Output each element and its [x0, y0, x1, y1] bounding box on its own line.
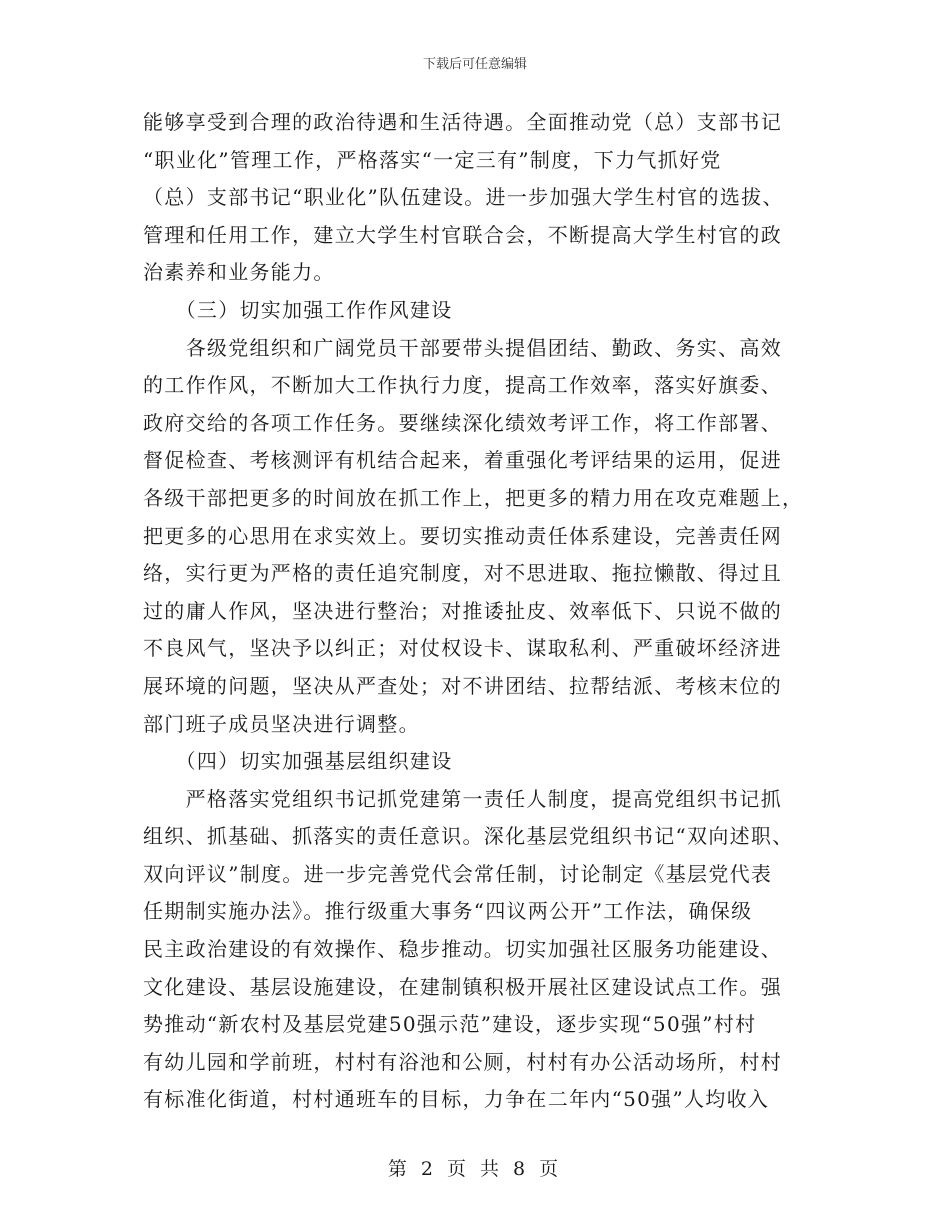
text-line: 能够享受到合理的政治待遇和生活待遇。全面推动党（总）支部书记	[143, 110, 782, 134]
text-line: （总）支部书记“职业化”队伍建设。进一步加强大学生村官的选拔、	[143, 185, 784, 210]
text-line: 把更多的心思用在求实效上。要切实推动责任体系建设，完善责任网	[143, 523, 782, 548]
text-line: 过的庸人作风，坚决进行整治；对推诿扯皮、效率低下、只说不做的	[143, 598, 782, 623]
text-line: 政府交给的各项工作任务。要继续深化绩效考评工作，将工作部署、	[143, 410, 782, 435]
text-line: 严格落实党组织书记抓党建第一责任人制度，提高党组织书记抓	[143, 786, 782, 811]
text-line: 各级党组织和广阔党员干部要带头提倡团结、勤政、务实、高效	[143, 335, 782, 360]
text-line: 管理和任用工作，建立大学生村官联合会，不断提高大学生村官的政	[143, 222, 782, 247]
text-line: 不良风气，坚决予以纠正；对仗权设卡、谋取私利、严重破坏经济进	[143, 636, 782, 661]
text-line: 有标准化街道，村村通班车的目标，力争在二年内“50强”人均收入	[143, 1087, 770, 1112]
page-header: 下载后可任意编辑	[422, 57, 527, 72]
section-heading: （三）切实加强工作作风建设	[143, 297, 453, 322]
body-text	[143, 104, 809, 1119]
text-line: 组织、抓基础、抓落实的责任意识。深化基层党组织书记“双向述职、	[143, 824, 794, 849]
text-line: “职业化”管理工作，严格落实“一定三有”制度，下力气抓好党	[143, 147, 722, 172]
text-line: 各级干部把更多的时间放在抓工作上，把更多的精力用在攻克难题上，	[143, 485, 804, 510]
text-line: 督促检查、考核测评有机结合起来，着重强化考评结果的运用，促进	[143, 448, 782, 473]
text-line: 民主政治建设的有效操作、稳步推动。切实加强社区服务功能建设、	[143, 937, 782, 962]
text-line: 任期制实施办法》。推行级重大事务“四议两公开”工作法，确保级	[143, 899, 753, 924]
text-line: 展环境的问题，坚决从严查处；对不讲团结、拉帮结派、考核末位的	[143, 673, 782, 698]
text-line: 双向评议”制度。进一步完善党代会常任制，讨论制定《基层党代表	[143, 861, 773, 886]
page-number: 第 2 页 共 8 页	[387, 1158, 563, 1180]
text-line: 有幼儿园和学前班，村村有浴池和公厕，村村有办公活动场所，村村	[143, 1049, 782, 1074]
text-line: 的工作作风，不断加大工作执行力度，提高工作效率，落实好旗委、	[143, 373, 782, 398]
text-line: 势推动“新农村及基层党建50强示范”建设，逐步实现“50强”村村	[143, 1012, 757, 1037]
text-line: 治素养和业务能力。	[143, 260, 335, 285]
section-heading: （四）切实加强基层组织建设	[143, 749, 453, 774]
text-line: 络，实行更为严格的责任追究制度，对不思进取、拖拉懒散、得过且	[143, 561, 782, 586]
text-line: 部门班子成员坚决进行调整。	[143, 711, 420, 736]
text-line: 文化建设、基层设施建设，在建制镇积极开展社区建设试点工作。强	[143, 974, 782, 999]
